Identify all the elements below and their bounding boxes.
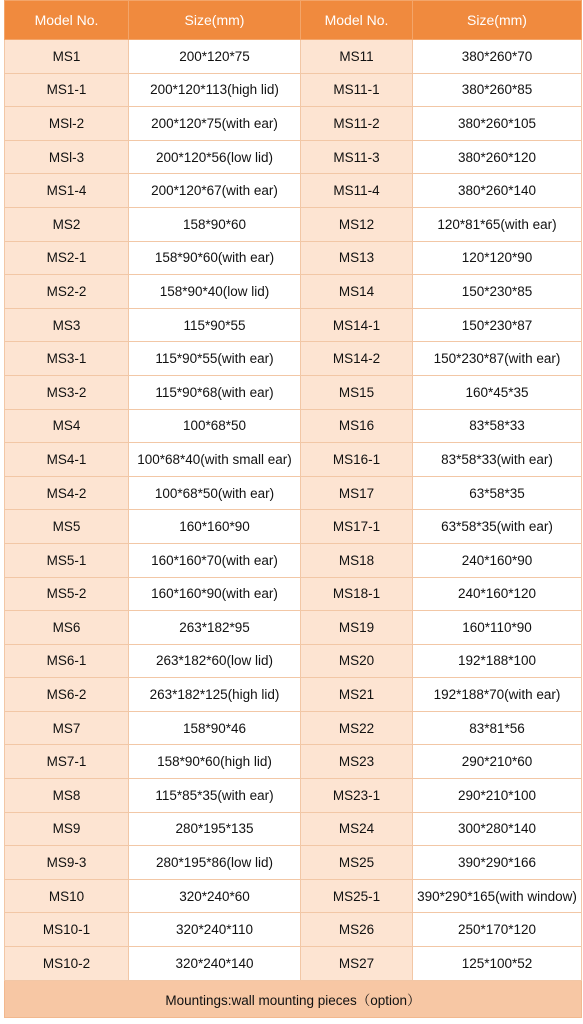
model-no-cell: MS11-1: [301, 73, 413, 107]
model-no-cell: MS10-2: [5, 947, 129, 981]
size-cell: 158*90*60: [129, 207, 301, 241]
model-no-cell: MS11: [301, 40, 413, 74]
model-no-cell: MS2: [5, 207, 129, 241]
table-row: [5, 644, 582, 678]
model-no-cell: MS5-1: [5, 543, 129, 577]
model-no-cell: MS14-1: [301, 308, 413, 342]
size-cell: 150*230*87(with ear): [413, 342, 582, 376]
size-cell: 63*58*35: [413, 476, 582, 510]
size-cell: 120*120*90: [413, 241, 582, 275]
model-no-cell: MSl-2: [5, 107, 129, 141]
model-no-cell: MS3-2: [5, 375, 129, 409]
size-cell: 192*188*70(with ear): [413, 678, 582, 712]
size-cell: 63*58*35(with ear): [413, 510, 582, 544]
size-cell: 380*260*140: [413, 174, 582, 208]
model-no-cell: MS19: [301, 611, 413, 645]
table-header: [5, 1, 582, 40]
size-cell: 390*290*165(with window): [413, 879, 582, 913]
size-cell: 100*68*40(with small ear): [129, 443, 301, 477]
model-no-cell: MS3-1: [5, 342, 129, 376]
table-row: [5, 174, 582, 208]
size-cell: 83*58*33: [413, 409, 582, 443]
size-cell: 150*230*85: [413, 275, 582, 309]
model-no-cell: MS10: [5, 879, 129, 913]
model-no-cell: MS6-1: [5, 644, 129, 678]
table-row: [5, 611, 582, 645]
model-no-cell: MS4-1: [5, 443, 129, 477]
table-row: [5, 107, 582, 141]
model-no-cell: MS23: [301, 745, 413, 779]
size-cell: 160*160*90(with ear): [129, 577, 301, 611]
model-no-cell: MS24: [301, 812, 413, 846]
model-no-cell: MS18: [301, 543, 413, 577]
model-no-cell: MS12: [301, 207, 413, 241]
table-row: [5, 947, 582, 981]
size-cell: 200*120*75: [129, 40, 301, 74]
table-footer: [5, 980, 582, 1017]
table-row: [5, 207, 582, 241]
size-cell: 200*120*56(low lid): [129, 140, 301, 174]
model-no-cell: MS17: [301, 476, 413, 510]
model-no-cell: MS9-3: [5, 846, 129, 880]
size-cell: 83*81*56: [413, 711, 582, 745]
size-cell: 160*160*70(with ear): [129, 543, 301, 577]
model-no-cell: MSl-3: [5, 140, 129, 174]
model-no-cell: MS27: [301, 947, 413, 981]
table-row: [5, 879, 582, 913]
product-size-table: [4, 0, 582, 1018]
size-cell: 300*280*140: [413, 812, 582, 846]
table-row: [5, 846, 582, 880]
header-size-right: Size(mm): [413, 1, 582, 40]
table-row: [5, 779, 582, 813]
model-no-cell: MS9: [5, 812, 129, 846]
size-cell: 380*260*70: [413, 40, 582, 74]
table-row: [5, 409, 582, 443]
model-no-cell: MS1-1: [5, 73, 129, 107]
model-no-cell: MS8: [5, 779, 129, 813]
model-no-cell: MS11-3: [301, 140, 413, 174]
model-no-cell: MS2-1: [5, 241, 129, 275]
size-cell: 150*230*87: [413, 308, 582, 342]
size-cell: 115*90*55: [129, 308, 301, 342]
table-row: [5, 543, 582, 577]
model-no-cell: MS3: [5, 308, 129, 342]
model-no-cell: MS20: [301, 644, 413, 678]
size-cell: 320*240*60: [129, 879, 301, 913]
model-no-cell: MS11-4: [301, 174, 413, 208]
size-cell: 320*240*140: [129, 947, 301, 981]
size-cell: 125*100*52: [413, 947, 582, 981]
size-cell: 263*182*125(high lid): [129, 678, 301, 712]
model-no-cell: MS4: [5, 409, 129, 443]
model-no-cell: MS17-1: [301, 510, 413, 544]
table-row: [5, 443, 582, 477]
size-cell: 158*90*60(with ear): [129, 241, 301, 275]
size-cell: 158*90*40(low lid): [129, 275, 301, 309]
table-row: [5, 913, 582, 947]
header-model-no-left: Model No.: [5, 1, 129, 40]
model-no-cell: MS14: [301, 275, 413, 309]
model-no-cell: MS21: [301, 678, 413, 712]
size-cell: 240*160*120: [413, 577, 582, 611]
model-no-cell: MS11-2: [301, 107, 413, 141]
model-no-cell: MS7-1: [5, 745, 129, 779]
model-no-cell: MS23-1: [301, 779, 413, 813]
size-cell: 160*160*90: [129, 510, 301, 544]
table-row: [5, 241, 582, 275]
table-body: [5, 40, 582, 981]
model-no-cell: MS16: [301, 409, 413, 443]
size-cell: 200*120*67(with ear): [129, 174, 301, 208]
size-cell: 120*81*65(with ear): [413, 207, 582, 241]
table-row: [5, 275, 582, 309]
size-cell: 263*182*95: [129, 611, 301, 645]
size-cell: 160*110*90: [413, 611, 582, 645]
table-row: [5, 342, 582, 376]
model-no-cell: MS22: [301, 711, 413, 745]
size-cell: 290*210*60: [413, 745, 582, 779]
table-row: [5, 678, 582, 712]
table-row: [5, 40, 582, 74]
model-no-cell: MS25: [301, 846, 413, 880]
table-row: [5, 476, 582, 510]
product-size-table-container: [4, 0, 581, 1018]
mountings-note: Mountings:wall mounting pieces（option）: [5, 980, 582, 1017]
size-cell: 115*90*55(with ear): [129, 342, 301, 376]
size-cell: 263*182*60(low lid): [129, 644, 301, 678]
header-model-no-right: Model No.: [301, 1, 413, 40]
size-cell: 390*290*166: [413, 846, 582, 880]
table-row: [5, 140, 582, 174]
size-cell: 380*260*120: [413, 140, 582, 174]
size-cell: 200*120*113(high lid): [129, 73, 301, 107]
model-no-cell: MS16-1: [301, 443, 413, 477]
table-row: [5, 308, 582, 342]
header-size-left: Size(mm): [129, 1, 301, 40]
size-cell: 192*188*100: [413, 644, 582, 678]
model-no-cell: MS7: [5, 711, 129, 745]
table-row: [5, 711, 582, 745]
size-cell: 115*90*68(with ear): [129, 375, 301, 409]
table-row: [5, 73, 582, 107]
size-cell: 280*195*86(low lid): [129, 846, 301, 880]
table-row: [5, 812, 582, 846]
table-row: [5, 375, 582, 409]
model-no-cell: MS10-1: [5, 913, 129, 947]
size-cell: 380*260*105: [413, 107, 582, 141]
model-no-cell: MS14-2: [301, 342, 413, 376]
table-row: [5, 577, 582, 611]
size-cell: 290*210*100: [413, 779, 582, 813]
table-row: [5, 745, 582, 779]
size-cell: 83*58*33(with ear): [413, 443, 582, 477]
size-cell: 100*68*50: [129, 409, 301, 443]
model-no-cell: MS1-4: [5, 174, 129, 208]
footer-row: [5, 980, 582, 1017]
model-no-cell: MS13: [301, 241, 413, 275]
model-no-cell: MS5-2: [5, 577, 129, 611]
model-no-cell: MS6-2: [5, 678, 129, 712]
table-row: [5, 510, 582, 544]
model-no-cell: MS2-2: [5, 275, 129, 309]
model-no-cell: MS18-1: [301, 577, 413, 611]
size-cell: 280*195*135: [129, 812, 301, 846]
size-cell: 250*170*120: [413, 913, 582, 947]
model-no-cell: MS1: [5, 40, 129, 74]
size-cell: 380*260*85: [413, 73, 582, 107]
header-row: [5, 1, 582, 40]
model-no-cell: MS15: [301, 375, 413, 409]
model-no-cell: MS4-2: [5, 476, 129, 510]
size-cell: 160*45*35: [413, 375, 582, 409]
model-no-cell: MS25-1: [301, 879, 413, 913]
size-cell: 100*68*50(with ear): [129, 476, 301, 510]
model-no-cell: MS6: [5, 611, 129, 645]
size-cell: 115*85*35(with ear): [129, 779, 301, 813]
size-cell: 200*120*75(with ear): [129, 107, 301, 141]
model-no-cell: MS26: [301, 913, 413, 947]
size-cell: 320*240*110: [129, 913, 301, 947]
size-cell: 158*90*46: [129, 711, 301, 745]
size-cell: 240*160*90: [413, 543, 582, 577]
size-cell: 158*90*60(high lid): [129, 745, 301, 779]
model-no-cell: MS5: [5, 510, 129, 544]
